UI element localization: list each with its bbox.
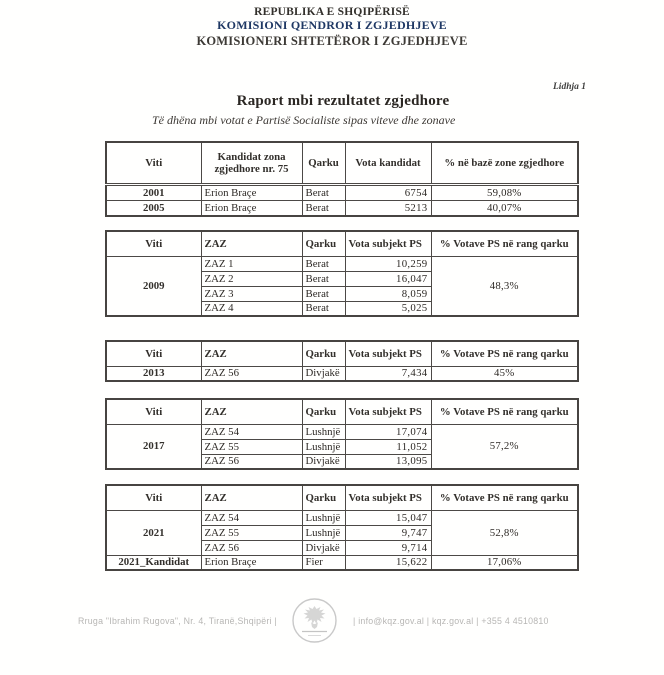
column-header: Qarku [302,142,345,184]
qarku-cell: Berat [302,184,345,200]
column-header: Vota subjekt PS [345,399,431,424]
qarku-cell: Lushnjë [302,510,345,525]
zaz-cell: ZAZ 55 [201,525,302,540]
votes-cell: 17,074 [345,424,431,439]
column-header: Viti [106,341,201,366]
zaz-cell: ZAZ 54 [201,424,302,439]
table-2009 [105,230,579,317]
year-cell: 2021_Kandidat [106,555,201,570]
column-header: Vota subjekt PS [345,231,431,256]
year-cell: 2021 [106,510,201,555]
page-footer [0,597,664,644]
votes-cell: 9,714 [345,540,431,555]
year-cell: 2005 [106,200,201,216]
zaz-cell: Erion Braçe [201,200,302,216]
qarku-cell: Fier [302,555,345,570]
percent-cell: 40,07% [431,200,578,216]
column-header: Viti [106,142,201,184]
column-header: Vota kandidat [345,142,431,184]
qarku-cell: Divjakë [302,540,345,555]
votes-cell: 6754 [345,184,431,200]
zaz-cell: ZAZ 3 [201,286,302,301]
column-header: ZAZ [201,485,302,510]
header-row [106,341,578,366]
header-row [106,485,578,510]
annex-label: Lidhja 1 [553,82,586,92]
column-header: Qarku [302,341,345,366]
zaz-cell: ZAZ 56 [201,366,302,381]
percent-cell: 59,08% [431,184,578,200]
year-cell: 2001 [106,184,201,200]
table-2021 [105,484,579,571]
votes-cell: 7,434 [345,366,431,381]
zaz-cell: ZAZ 4 [201,301,302,316]
column-header: Kandidat zona zgjedhore nr. 75 [201,142,302,184]
column-header: ZAZ [201,231,302,256]
votes-cell: 8,059 [345,286,431,301]
column-header: Viti [106,485,201,510]
votes-cell: 16,047 [345,271,431,286]
year-cell: 2017 [106,424,201,469]
column-header: % Votave PS në rang qarku [431,399,578,424]
column-header: % Votave PS në rang qarku [431,341,578,366]
org-name-state-commissioner: KOMISIONERI SHTETËROR I ZGJEDHJEVE [196,34,468,48]
table-2017 [105,398,579,470]
page-title: Raport mbi rezultatet zgjedhore [236,93,450,109]
votes-cell: 11,052 [345,439,431,454]
votes-cell: 9,747 [345,525,431,540]
column-header: Qarku [302,485,345,510]
kqz-seal-icon [291,597,338,644]
column-header: Viti [106,231,201,256]
zaz-cell: ZAZ 56 [201,454,302,469]
year-cell: 2013 [106,366,201,381]
header-row [106,399,578,424]
org-name-republic: REPUBLIKA E SHQIPËRISË [254,6,410,18]
qarku-cell: Berat [302,256,345,271]
letterhead [0,0,664,49]
table-row [106,424,578,439]
table-row [106,184,578,200]
percent-cell: 17,06% [431,555,578,570]
votes-cell: 10,259 [345,256,431,271]
column-header: Qarku [302,399,345,424]
percent-cell: 57,2% [431,424,578,469]
table-row [106,555,578,570]
qarku-cell: Berat [302,200,345,216]
zaz-cell: Erion Braçe [201,555,302,570]
table-2013 [105,340,579,382]
zaz-cell: ZAZ 54 [201,510,302,525]
qarku-cell: Divjakë [302,366,345,381]
year-cell: 2009 [106,256,201,316]
votes-cell: 15,047 [345,510,431,525]
percent-cell: 48,3% [431,256,578,316]
votes-cell: 5,025 [345,301,431,316]
table-row [106,510,578,525]
qarku-cell: Berat [302,271,345,286]
qarku-cell: Berat [302,286,345,301]
column-header: % në bazë zone zgjedhore [431,142,578,184]
column-header: Qarku [302,231,345,256]
votes-cell: 5213 [345,200,431,216]
column-header: % Votave PS në rang qarku [431,485,578,510]
table-row [106,366,578,381]
footer-address: Rruga "Ibrahim Rugova", Nr. 4, Tiranë,Shqipëri | [78,615,277,626]
zaz-cell: ZAZ 2 [201,271,302,286]
qarku-cell: Lushnjë [302,439,345,454]
column-header: ZAZ [201,341,302,366]
table-row [106,256,578,271]
percent-cell: 52,8% [431,510,578,555]
header-row [106,231,578,256]
column-header: % Votave PS në rang qarku [431,231,578,256]
percent-cell: 45% [431,366,578,381]
qarku-cell: Lushnjë [302,525,345,540]
qarku-cell: Lushnjë [302,424,345,439]
table-2001-2005 [105,141,579,217]
zaz-cell: ZAZ 56 [201,540,302,555]
zaz-cell: Erion Braçe [201,184,302,200]
qarku-cell: Divjakë [302,454,345,469]
votes-cell: 15,622 [345,555,431,570]
page-subtitle: Të dhëna mbi votat e Partisë Socialiste sipas viteve dhe zonave [152,113,456,127]
org-name-cec: KOMISIONI QENDROR I ZGJEDHJEVE [217,18,447,32]
results-tables-container [0,141,664,571]
votes-cell: 13,095 [345,454,431,469]
footer-contacts: | info@kqz.gov.al | kqz.gov.al | +355 4 4510810 [353,615,549,626]
zaz-cell: ZAZ 55 [201,439,302,454]
column-header: Vota subjekt PS [345,485,431,510]
table-row [106,200,578,216]
column-header: Vota subjekt PS [345,341,431,366]
zaz-cell: ZAZ 1 [201,256,302,271]
column-header: Viti [106,399,201,424]
qarku-cell: Berat [302,301,345,316]
column-header: ZAZ [201,399,302,424]
header-row [106,142,578,184]
